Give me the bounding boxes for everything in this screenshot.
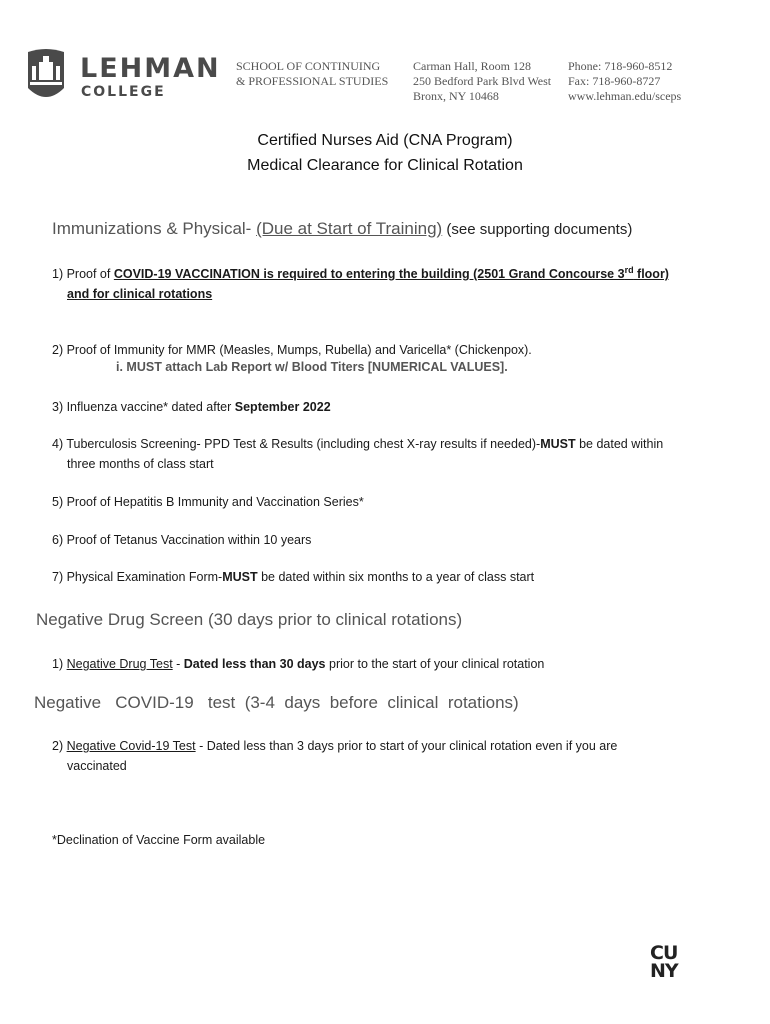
item-text: be dated within six months to a year of class start — [257, 570, 535, 584]
item-text: 3) Influenza vaccine* dated after — [52, 400, 235, 414]
item-text: 7) Physical Examination Form- — [52, 570, 223, 584]
item-emphasis: September 2022 — [234, 400, 331, 414]
item-emphasis: Dated less than 30 days — [183, 657, 326, 671]
item-text: 2) Proof of Immunity for MMR (Measles, Mumps, Rubella) and Varicella* (Chickenpox). — [52, 343, 532, 357]
item-emphasis: floor) — [633, 267, 669, 281]
item-text: - — [172, 657, 184, 671]
title-line-1: Certified Nurses Aid (CNA Program) — [257, 132, 513, 149]
website: www.lehman.edu/sceps — [568, 89, 682, 103]
address-block — [413, 59, 551, 104]
logo-sub: COLLEGE — [81, 84, 166, 100]
title-line-2: Medical Clearance for Clinical Rotation — [247, 157, 523, 174]
cuny-logo — [650, 944, 690, 984]
logo-name: LEHMAN — [80, 53, 221, 84]
cuny-logo-line: CU — [650, 942, 678, 964]
address-line: Bronx, NY 10468 — [413, 89, 499, 103]
item-text: 1) — [52, 657, 67, 671]
document-title — [0, 128, 770, 178]
item-text: 5) Proof of Hepatitis B Immunity and Vaccination Series* — [52, 495, 364, 509]
item-emphasis: MUST — [540, 437, 576, 451]
lehman-building-icon — [24, 48, 68, 104]
requirement-item-2-sub — [116, 360, 508, 374]
item-underlined: Negative Covid-19 Test — [66, 739, 196, 753]
lehman-college-logo — [24, 48, 221, 104]
heading-note: (see supporting documents) — [442, 221, 633, 238]
requirement-item-5 — [52, 492, 732, 512]
item-text: - Dated less than 3 days prior to start of your clinical rotation even if you are — [195, 739, 618, 753]
fax: Fax: 718-960-8727 — [568, 74, 661, 88]
heading-due-date: (Due at Start of Training) — [256, 219, 443, 238]
address-line: 250 Bedford Park Blvd West — [413, 74, 552, 88]
item-underlined: Negative Drug Test — [66, 657, 173, 671]
item-text: 6) Proof of Tetanus Vaccination within 10 years — [52, 533, 312, 547]
covid-test-heading: Negative COVID-19 test (3-4 days before clinical rotations) — [34, 693, 519, 712]
item-superscript: rd — [624, 264, 634, 275]
covid-test-item — [52, 736, 732, 776]
cuny-logo-line: NY — [650, 960, 678, 982]
requirement-item-6 — [52, 530, 732, 550]
item-text: prior to the start of your clinical rotation — [325, 657, 545, 671]
item-text: 4) Tuberculosis Screening- PPD Test & Results (including chest X-ray results if needed)- — [52, 437, 541, 451]
item-emphasis: MUST — [222, 570, 258, 584]
item-text: three months of class start — [67, 457, 214, 471]
item-subnote: i. MUST attach Lab Report w/ Blood Titers [NUMERICAL VALUES]. — [116, 360, 508, 374]
requirement-item-3 — [52, 397, 732, 417]
school-line: SCHOOL OF CONTINUING — [236, 59, 381, 73]
address-line: Carman Hall, Room 128 — [413, 59, 531, 73]
immunizations-heading — [52, 219, 632, 239]
contact-block — [568, 59, 681, 104]
phone: Phone: 718-960-8512 — [568, 59, 673, 73]
requirement-item-4 — [52, 434, 732, 474]
item-emphasis: COVID-19 VACCINATION is required to entering the building (2501 Grand Concourse 3 — [113, 267, 625, 281]
heading-text: Immunizations & Physical- — [52, 219, 257, 238]
drug-screen-heading: Negative Drug Screen (30 days prior to clinical rotations) — [36, 610, 463, 629]
item-text: 1) Proof of — [52, 267, 114, 281]
requirement-item-2 — [52, 340, 732, 360]
requirement-item-7 — [52, 567, 732, 587]
item-text: 2) — [52, 739, 67, 753]
school-name — [236, 59, 388, 89]
school-line: & PROFESSIONAL STUDIES — [236, 74, 389, 88]
drug-test-item — [52, 654, 732, 674]
item-text: vaccinated — [67, 759, 127, 773]
footnote: *Declination of Vaccine Form available — [52, 833, 266, 847]
requirement-item-1 — [52, 264, 732, 304]
item-emphasis: and for clinical rotations — [67, 287, 213, 301]
item-text: be dated within — [575, 437, 664, 451]
